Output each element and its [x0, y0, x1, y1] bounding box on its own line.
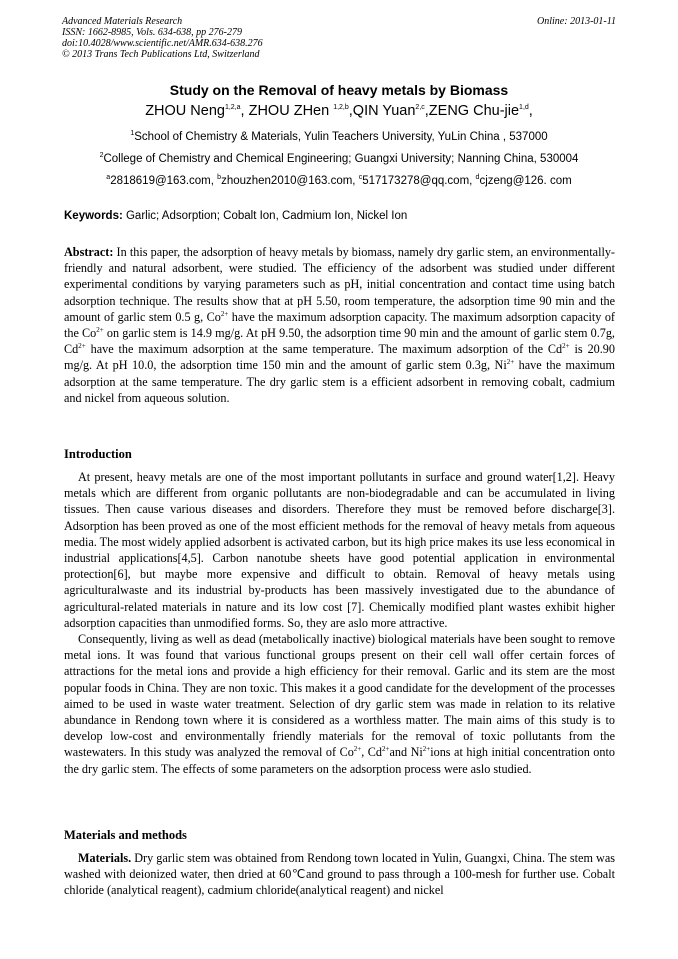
intro-p2-text-d: ions at high initial concentration onto the dry garlic stem. The effects of some parameters on the adsorption process were aslo studied. [64, 745, 615, 776]
intro-p2-sup-2: 2+ [382, 745, 390, 754]
keywords-text: Garlic; Adsorption; Cobalt Ion, Cadmium Ion, Nickel Ion [122, 210, 408, 222]
abstract-text-4: have the maximum adsorption at the same temperature. The maximum adsorption of the Cd [85, 342, 563, 357]
intro-p2-text-c: and Ni [389, 745, 423, 760]
materials-runin-heading: Materials. [78, 851, 132, 865]
copyright-line: © 2013 Trans Tech Publications Ltd, Switzerland [62, 49, 260, 60]
email-c-sup: c [358, 174, 363, 182]
keywords-label: Keywords: [64, 210, 123, 222]
abstract-text-3: on garlic stem is 14.9 mg/g. At pH 9.50, the adsorption time 90 min and the amount of garlic stem 0.7g, Cd [64, 326, 615, 357]
abstract-text-6: have the maximum adsorption at the same temperature. The dry garlic stem is a efficient adsorbent in removing cobalt, cadmium and nickel from aqueous solution. [64, 358, 615, 405]
email-a: 2818619@163.com, [110, 175, 218, 187]
affiliation-1-sup: 1 [130, 130, 135, 138]
abstract [64, 244, 615, 406]
email-b: zhouzhen2010@163.com, [221, 175, 359, 187]
doi-line: doi:10.4028/www.scientific.net/AMR.634-638.276 [62, 38, 263, 49]
author-1-sup: 1,2,a [224, 104, 241, 112]
affiliation-2-sup: 2 [99, 152, 104, 160]
email-d-sup: d [475, 174, 480, 182]
email-c: 517173278@qq.com, [362, 175, 476, 187]
issn-line: ISSN: 1662-8985, Vols. 634-638, pp 276-279 [62, 27, 242, 38]
abstract-text-2: have the maximum adsorption capacity. The maximum adsorption capacity of the Co [64, 309, 615, 341]
intro-p2-text-b: , Cd [361, 745, 383, 760]
abstract-sup-5: 2+ [506, 358, 515, 367]
affiliation-2 [62, 153, 616, 165]
author-4: ,ZENG Chu-jie [424, 103, 520, 119]
materials-text: Dry garlic stem was obtained from Rendong town located in Yulin, Guangxi, China. The stem was washed with deionized water, then dried at 60℃and ground to pass through a 100-mesh for further use. Cobalt chloride (analytical reagent), cadmium chloride(analytical reagent) and nickel [64, 851, 615, 898]
abstract-sup-2: 2+ [96, 325, 104, 334]
materials-body [64, 850, 615, 899]
section-heading-materials-methods: Materials and methods [64, 828, 187, 842]
abstract-sup-4: 2+ [562, 342, 570, 351]
email-a-sup: a [106, 174, 111, 182]
author-tail: , [528, 103, 533, 119]
keywords [64, 210, 618, 222]
author-3: ,QIN Yuan [348, 103, 416, 119]
intro-p2-sup-3: 2+ [422, 745, 431, 754]
author-1: ZHOU Neng [145, 103, 225, 119]
author-list [62, 103, 616, 119]
materials-paragraph [64, 850, 615, 899]
abstract-text-5: is 20.90 mg/g. At pH 10.0, the adsorption time 150 min and the amount of garlic stem 0.3g, Ni [64, 342, 615, 373]
affiliation-1-text: School of Chemistry & Materials, Yulin Teachers University, YuLin China , 537000 [134, 131, 548, 143]
author-2-sup: 1,2,b [333, 104, 349, 112]
affiliation-2-text: College of Chemistry and Chemical Engineering; Guangxi University; Nanning China, 530004 [103, 153, 579, 165]
intro-paragraph-2 [64, 631, 615, 777]
email-b-sup: b [217, 174, 222, 182]
abstract-text-1: In this paper, the adsorption of heavy metals by biomass, namely dry garlic stem, an environmentally-friendly and natural adsorbent, were studied. The efficiency of the adsorbent was studied under different experimental conditions by varying parameters such as pH, initial concentration and contact time using batch adsorption technique. The results show that at pH 5.50, room temperature, the adsorption time 90 min and the amount of garlic stem 0.5 g, Co [64, 245, 615, 324]
intro-p2-text-a: Consequently, living as well as dead (metabolically inactive) biological materials have been sought to remove metal ions. It was found that various functional groups present on their cell wall offer certain forces of attractions for the metal ions and provide a high efficiency for their removal. Garlic and its stem are the most popular foods in China. They are non toxic. This makes it a good candidate for the development of the processes aimed to be used in waste water treatment. Selection of dry garlic stem was made in relation to its relative abundance in Rendong town where it is considered as a worthless matter. The main aims of this study is to develop low-cost and environmentally friendly materials for the removal of toxic pollutants from the wastewaters. In this study was analyzed the removal of Co [64, 632, 615, 760]
author-3-sup: 2,c [415, 104, 425, 112]
journal-name: Advanced Materials Research [62, 16, 183, 27]
online-date: Online: 2013-01-11 [537, 16, 616, 27]
intro-p2-sup-1: 2+ [353, 745, 362, 754]
abstract-sup-1: 2+ [220, 309, 229, 318]
intro-paragraph-1: At present, heavy metals are one of the most important pollutants in surface and ground water[1,2]. Heavy metals which are different from organic pollutants are non-biodegradable and can be accumulated in living tissues. Then cause various diseases and disorders. Therefore they must be removed before discharge[3]. Adsorption has been proved as one of the most efficient methods for the removal of heavy metals from aqueous media. The most widely applied adsorbent is activated carbon, but its high price makes its use less economical in industrial applications[4,5]. Carbon nanotube sheets have good potential application in environmental protection[6], but maybe more expensive and difficult to obtain. Removal of heavy metals using agriculturalwaste and its industrial by-products has been massively investigated due to the abundance of agricultural-related materials in nature and its low cost [7]. Chemically modified plant wastes exhibit higher adsorption capacities than unmodified forms. So, they are aslo more attractive. [64, 470, 615, 630]
abstract-label: Abstract: [64, 245, 114, 259]
email-list [62, 175, 616, 187]
running-header [62, 16, 616, 60]
abstract-sup-3: 2+ [78, 342, 86, 351]
author-4-sup: 1,d [519, 104, 529, 112]
paper-title: Study on the Removal of heavy metals by Biomass [169, 82, 509, 98]
affiliation-1 [62, 131, 616, 143]
introduction-body [64, 469, 615, 777]
author-2: , ZHOU ZHen [240, 103, 334, 119]
section-heading-introduction: Introduction [64, 447, 132, 461]
email-d: cjzeng@126. com [479, 175, 572, 187]
